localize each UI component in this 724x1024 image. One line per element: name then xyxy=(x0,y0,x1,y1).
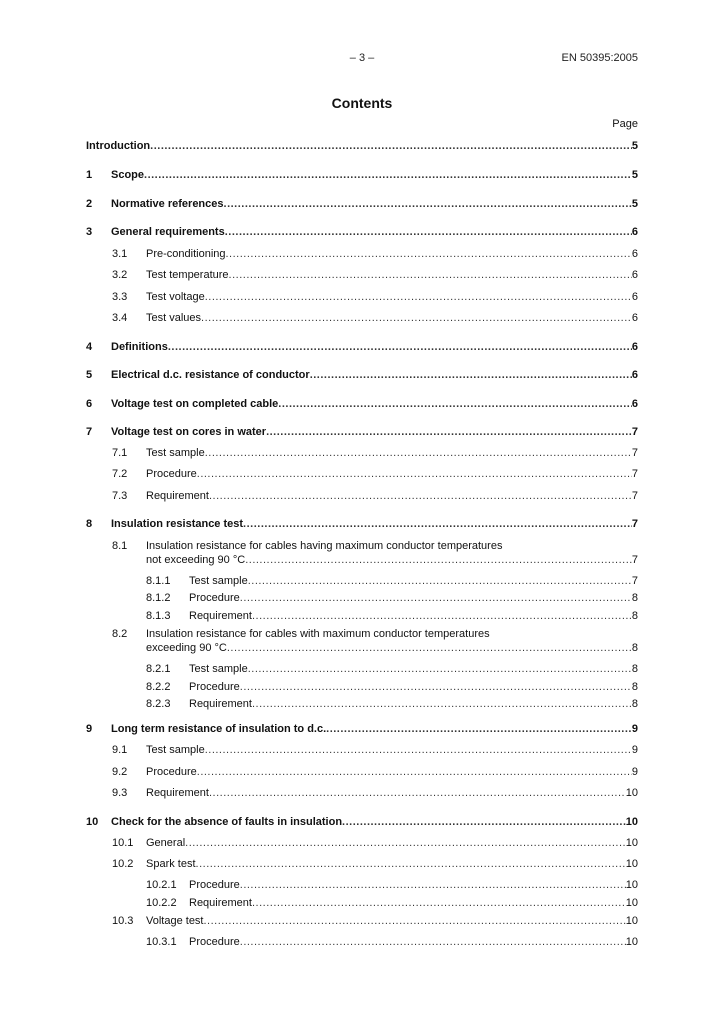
toc-entry-7-3[interactable]: 7.3 Requirement ..... 7 xyxy=(112,489,638,503)
toc-entry-8[interactable]: 8 Insulation resistance test ..... 7 xyxy=(86,517,638,531)
toc-entry-2[interactable]: 2 Normative references ..... 5 xyxy=(86,197,638,211)
toc-entry-8-2-2[interactable]: 8.2.2 Procedure ..... 8 xyxy=(146,680,638,694)
toc-entry-introduction[interactable]: Introduction ..... 5 xyxy=(86,139,638,153)
toc-entry-3-1[interactable]: 3.1 Pre-conditioning ..... 6 xyxy=(112,247,638,261)
toc-entry-10[interactable]: 10 Check for the absence of faults in insulation ..... 10 xyxy=(86,815,638,829)
toc-entry-7[interactable]: 7 Voltage test on cores in water ..... 7 xyxy=(86,425,638,439)
toc-entry-3-2[interactable]: 3.2 Test temperature ..... 6 xyxy=(112,268,638,282)
toc-entry-9-1[interactable]: 9.1 Test sample ..... 9 xyxy=(112,743,638,757)
toc-entry-8-2[interactable]: exceeding 90 °C ..... 8 xyxy=(146,641,638,655)
toc-entry-6[interactable]: 6 Voltage test on completed cable ..... 6 xyxy=(86,397,638,411)
toc-entry-8-1-3[interactable]: 8.1.3 Requirement ..... 8 xyxy=(146,609,638,623)
toc-entry-5[interactable]: 5 Electrical d.c. resistance of conductor ..... 6 xyxy=(86,368,638,382)
toc-entry-4[interactable]: 4 Definitions ..... 6 xyxy=(86,340,638,354)
toc-entry-8-1[interactable]: not exceeding 90 °C ..... 7 xyxy=(146,553,638,567)
toc-entry-3[interactable]: 3 General requirements ..... 6 xyxy=(86,225,638,239)
toc-entry-10-3-1[interactable]: 10.3.1 Procedure ..... 10 xyxy=(146,935,638,949)
toc-entry-10-1[interactable]: 10.1 General ..... 10 xyxy=(112,836,638,850)
toc-entry-10-2-1[interactable]: 10.2.1 Procedure ..... 10 xyxy=(146,878,638,892)
toc-entry-9[interactable]: 9 Long term resistance of insulation to d.c. ..... 9 xyxy=(86,722,638,736)
toc-entry-8-2-heading[interactable]: 8.2 Insulation resistance for cables with maximum conductor temperatures xyxy=(112,628,490,640)
toc-entry-7-2[interactable]: 7.2 Procedure ..... 7 xyxy=(112,467,638,481)
toc-entry-10-2[interactable]: 10.2 Spark test ..... 10 xyxy=(112,857,638,871)
toc-entry-1[interactable]: 1 Scope ..... 5 xyxy=(86,168,638,182)
standard-reference: EN 50395:2005 xyxy=(561,52,638,64)
toc-entry-9-2[interactable]: 9.2 Procedure ..... 9 xyxy=(112,765,638,779)
toc-entry-8-1-1[interactable]: 8.1.1 Test sample ..... 7 xyxy=(146,574,638,588)
toc-entry-7-1[interactable]: 7.1 Test sample ..... 7 xyxy=(112,446,638,460)
toc-entry-9-3[interactable]: 9.3 Requirement ..... 10 xyxy=(112,786,638,800)
toc-entry-8-1-2[interactable]: 8.1.2 Procedure ..... 8 xyxy=(146,591,638,605)
toc-entry-10-2-2[interactable]: 10.2.2 Requirement ..... 10 xyxy=(146,896,638,910)
toc-entry-10-3[interactable]: 10.3 Voltage test ..... 10 xyxy=(112,914,638,928)
toc-entry-3-3[interactable]: 3.3 Test voltage ..... 6 xyxy=(112,290,638,304)
page-title: Contents xyxy=(331,95,393,111)
toc-entry-3-4[interactable]: 3.4 Test values ..... 6 xyxy=(112,311,638,325)
toc-entry-8-2-3[interactable]: 8.2.3 Requirement ..... 8 xyxy=(146,697,638,711)
page-number: – 3 – xyxy=(349,52,375,64)
page-column-label: Page xyxy=(612,118,638,130)
toc-entry-8-2-1[interactable]: 8.2.1 Test sample ..... 8 xyxy=(146,662,638,676)
toc-entry-8-1-heading[interactable]: 8.1 Insulation resistance for cables having maximum conductor temperatures xyxy=(112,540,503,552)
